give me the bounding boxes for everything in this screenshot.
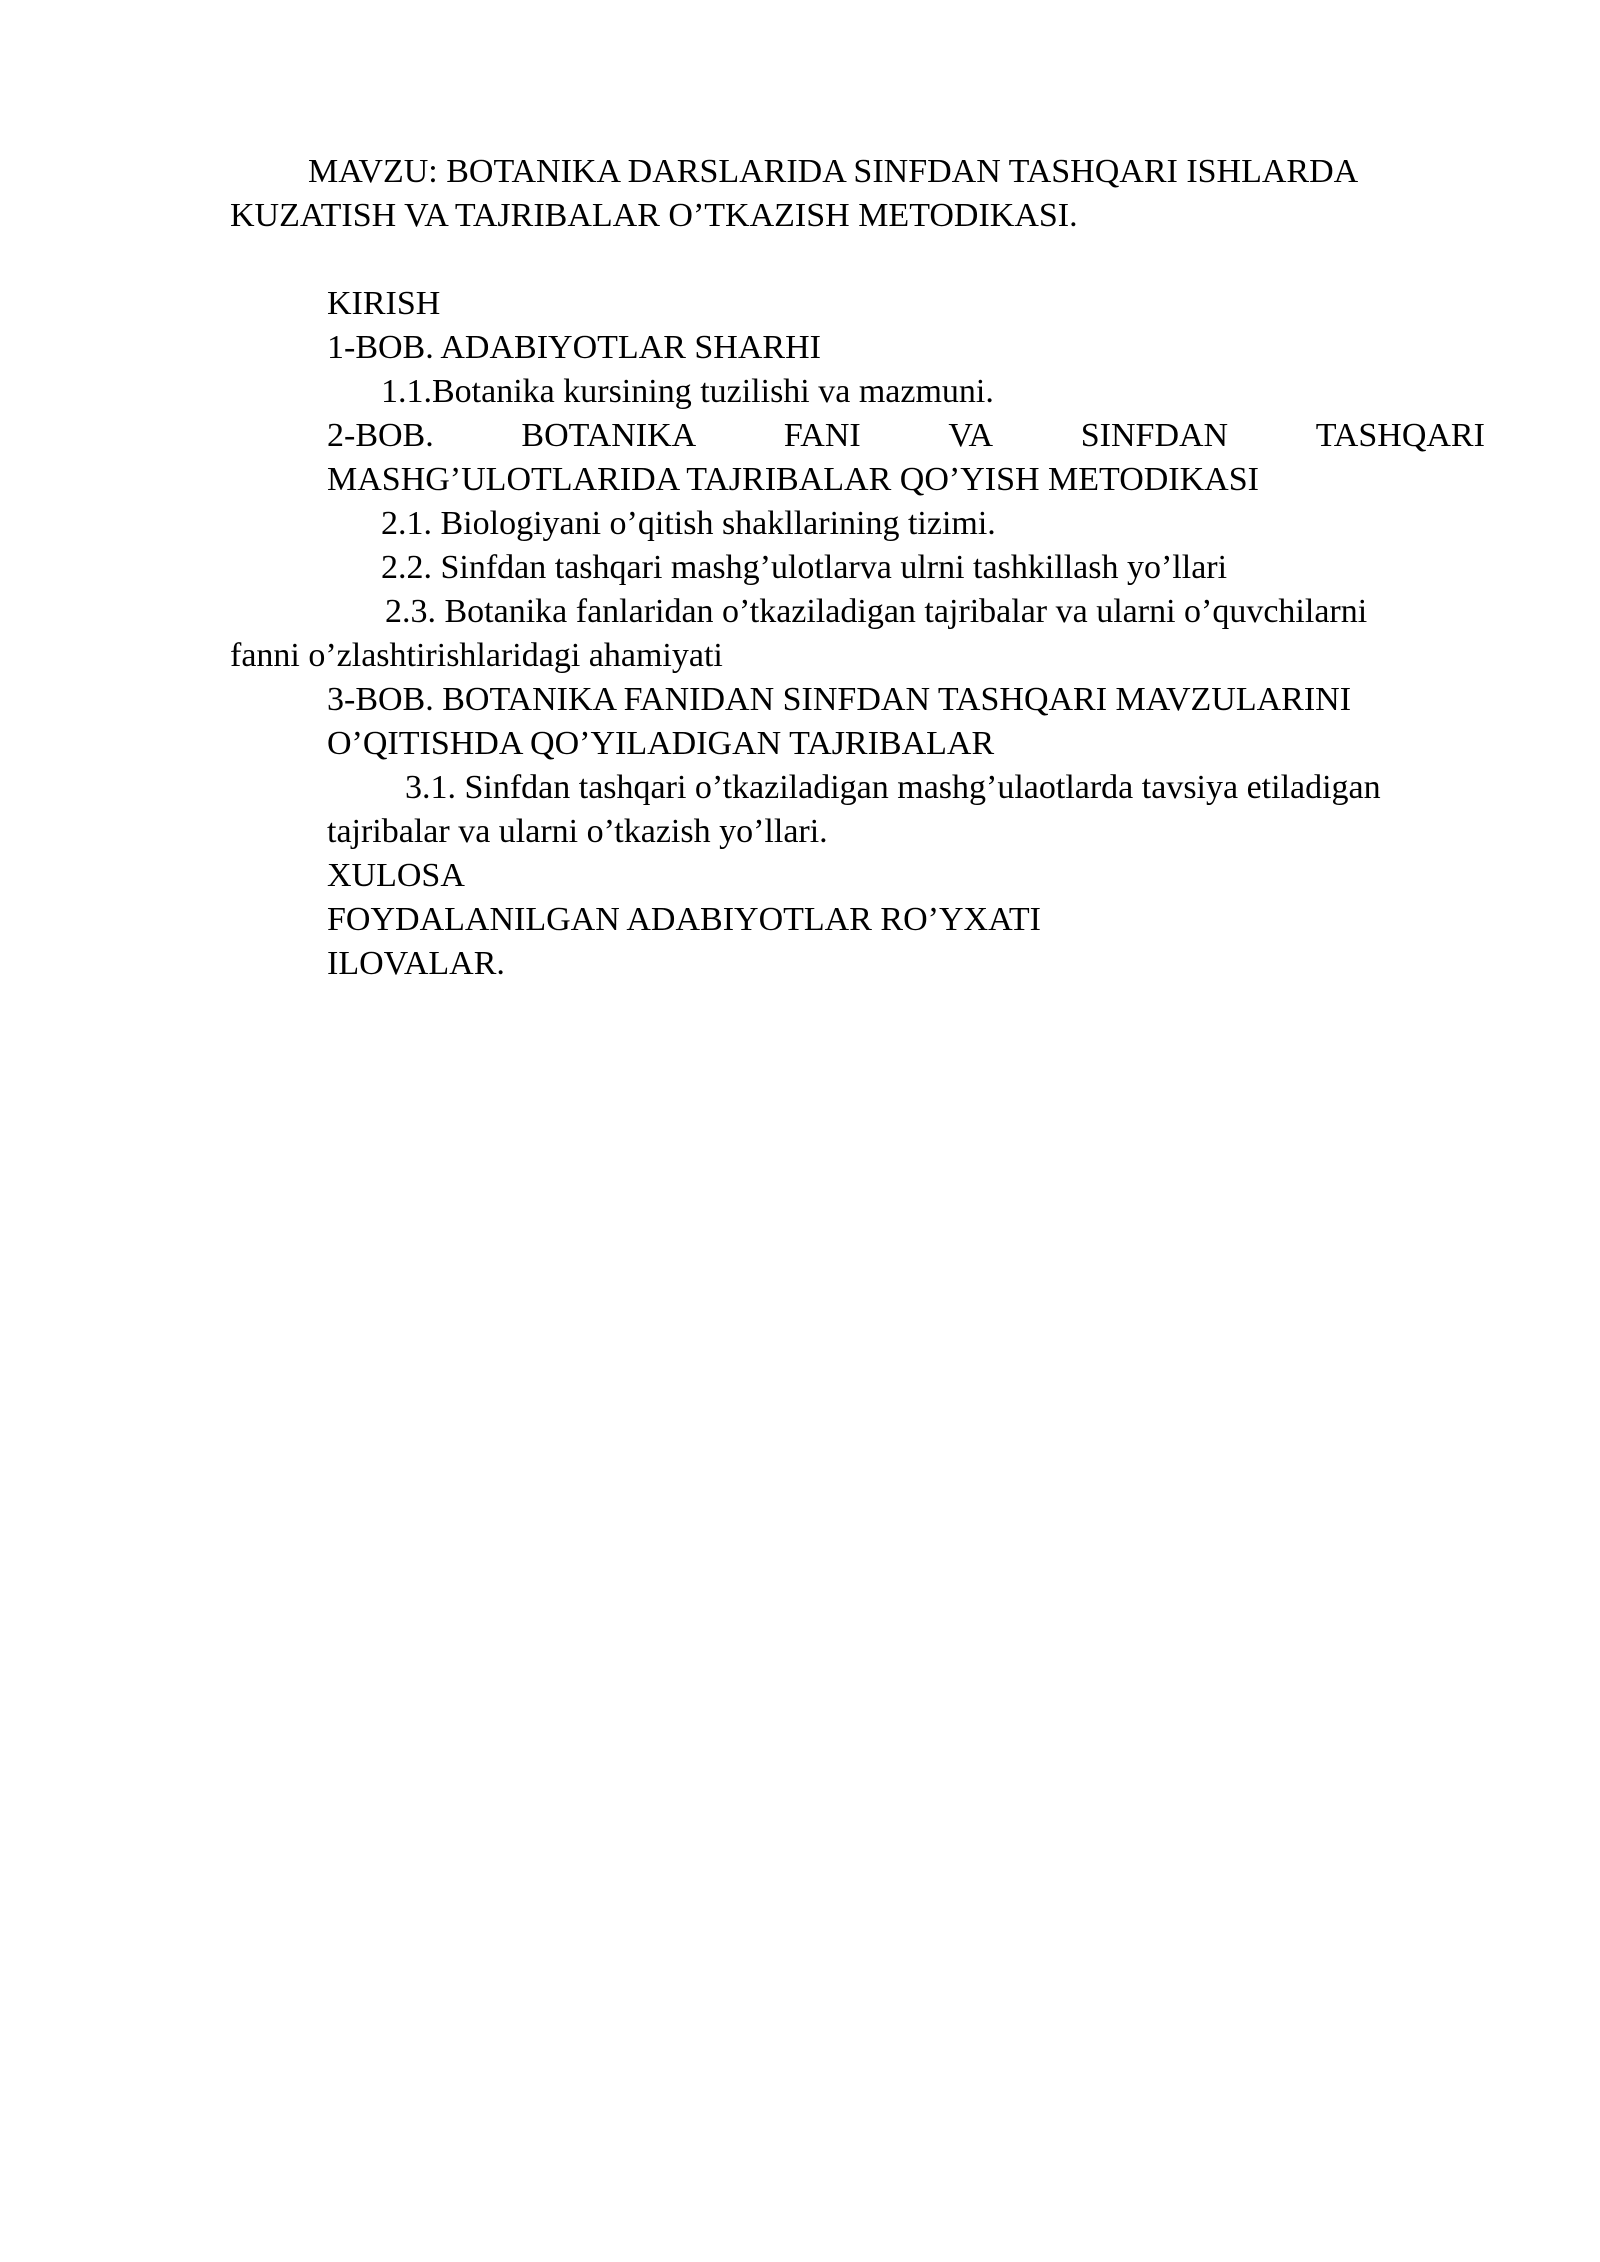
- topic-title-line-1: MAVZU: BOTANIKA DARSLARIDA SINFDAN TASHQARI ISHLARDA: [308, 153, 1359, 190]
- toc-item-appendices: ILOVALAR.: [327, 945, 505, 982]
- toc-item-chapter-3-line-2: O’QITISHDA QO’YILADIGAN TAJRIBALAR: [327, 725, 995, 762]
- toc-item-section-3-1-line-1: 3.1. Sinfdan tashqari o’tkaziladigan mashg’ulaotlarda tavsiya etiladigan: [405, 769, 1381, 806]
- toc-item-chapter-1: 1-BOB. ADABIYOTLAR SHARHI: [327, 329, 821, 366]
- toc-item-chapter-3-line-1: 3-BOB. BOTANIKA FANIDAN SINFDAN TASHQARI MAVZULARINI: [327, 681, 1352, 718]
- toc-item-chapter-2-line-2: MASHG’ULOTLARIDA TAJRIBALAR QO’YISH METODIKASI: [327, 461, 1259, 498]
- toc-item-section-2-3-line-1: 2.3. Botanika fanlaridan o’tkaziladigan tajribalar va ularni o’quvchilarni: [385, 593, 1368, 630]
- toc-item-section-3-1-line-2: tajribalar va ularni o’tkazish yo’llari.: [327, 813, 828, 850]
- topic-title-line-2: KUZATISH VA TAJRIBALAR O’TKAZISH METODIKASI.: [230, 197, 1078, 234]
- toc-item-section-2-3-line-2: fanni o’zlashtirishlaridagi ahamiyati: [230, 637, 723, 674]
- toc-word: TASHQARI: [1315, 417, 1485, 454]
- toc-word: BOTANIKA: [521, 417, 697, 454]
- spacer: [230, 238, 1485, 282]
- toc-word: VA: [948, 417, 994, 454]
- toc-item-chapter-2-line-1: [327, 414, 1485, 458]
- toc-item-section-1-1: 1.1.Botanika kursining tuzilishi va mazmuni.: [381, 373, 994, 410]
- toc-word: FANI: [783, 417, 861, 454]
- toc-word: 2-BOB.: [327, 417, 434, 454]
- toc-item-references: FOYDALANILGAN ADABIYOTLAR RO’YXATI: [327, 901, 1041, 938]
- toc-word: SINFDAN: [1080, 417, 1229, 454]
- toc-item-xulosa: XULOSA: [327, 857, 465, 894]
- toc-item-section-2-1: 2.1. Biologiyani o’qitish shakllarining tizimi.: [381, 505, 996, 542]
- document-body: [230, 150, 1485, 986]
- toc-item-section-2-2: 2.2. Sinfdan tashqari mashg’ulotlarva ulrni tashkillash yo’llari: [381, 549, 1228, 586]
- toc-item-kirish: KIRISH: [327, 285, 441, 322]
